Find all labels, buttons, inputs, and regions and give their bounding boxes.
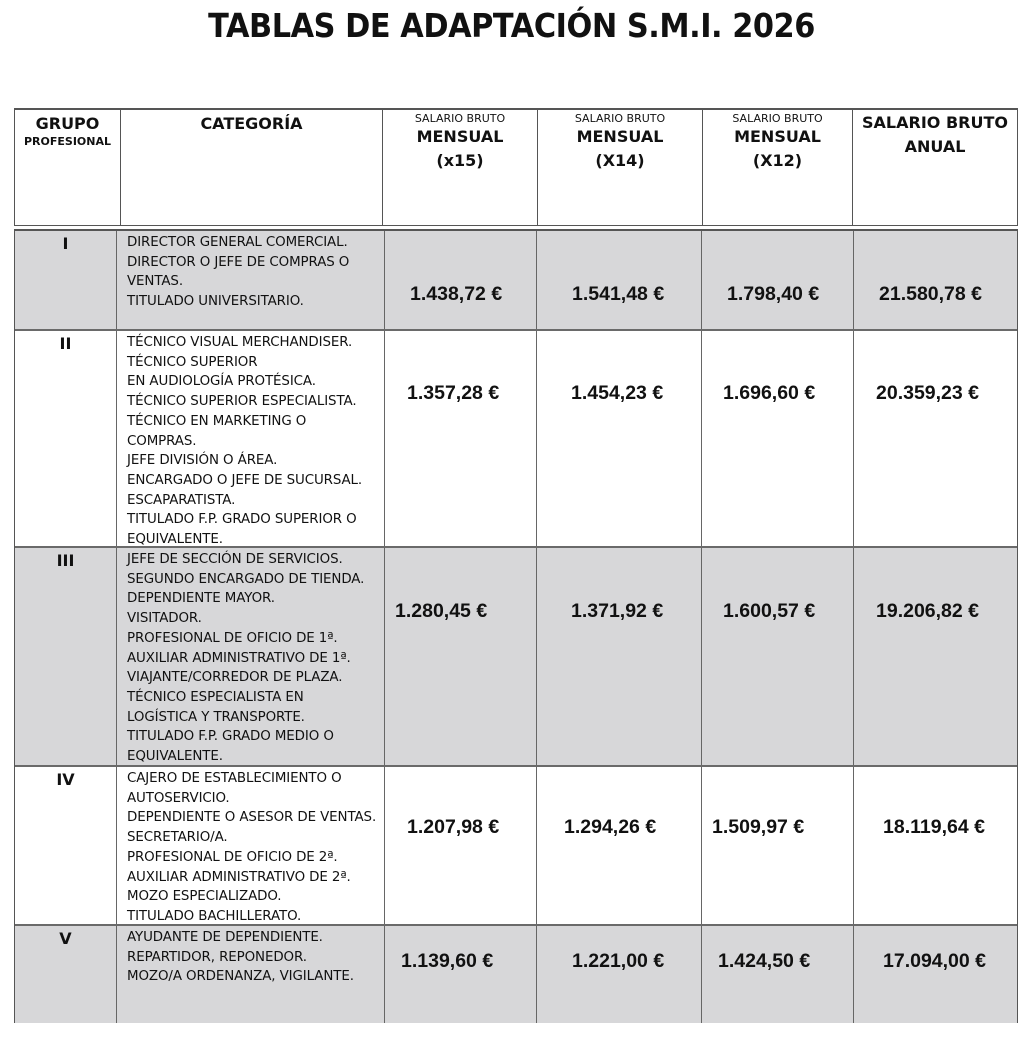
salary-annual: 19.206,82 €	[876, 600, 980, 622]
salary-x14: 1.541,48 €	[572, 283, 665, 305]
table-row	[15, 231, 1017, 331]
group-label: V	[15, 926, 117, 1023]
salary-x14: 1.294,26 €	[564, 816, 657, 838]
category-item: MOZO ESPECIALIZADO.	[127, 889, 282, 905]
category-item: DIRECTOR O JEFE DE COMPRAS O	[127, 254, 350, 270]
cell-x15	[385, 767, 537, 924]
header-x14-top: SALARIO BRUTO	[574, 112, 666, 125]
header-grupo-label: GRUPO	[35, 114, 100, 133]
salary-annual: 17.094,00 €	[883, 950, 987, 972]
header-anual-line2: ANUAL	[904, 137, 966, 156]
cell-x15	[385, 331, 537, 546]
header-x15-top: SALARIO BRUTO	[414, 112, 506, 125]
salary-x15: 1.280,45 €	[395, 600, 488, 622]
salary-x14: 1.454,23 €	[571, 382, 664, 404]
salary-annual: 18.119,64 €	[883, 816, 985, 838]
category-item: TÉCNICO VISUAL MERCHANDISER.	[127, 335, 353, 350]
table-row	[15, 926, 1017, 1023]
category-item: DEPENDIENTE O ASESOR DE VENTAS.	[127, 810, 377, 826]
salary-x14: 1.371,92 €	[571, 600, 664, 622]
category-item: TÉCNICO SUPERIOR ESPECIALISTA.	[127, 394, 357, 410]
header-x12-mid: MENSUAL	[734, 127, 821, 146]
cell-x15	[385, 926, 537, 1023]
header-x12-top: SALARIO BRUTO	[732, 112, 823, 125]
category-item: JEFE DIVISIÓN O ÁREA.	[127, 453, 278, 469]
cell-x12	[702, 548, 854, 765]
category-item: TITULADO F.P. GRADO SUPERIOR O	[127, 512, 357, 528]
category-item: EQUIVALENTE.	[127, 749, 223, 765]
salary-x12: 1.509,97 €	[712, 816, 805, 838]
header-anual	[853, 110, 1017, 225]
table-row	[15, 767, 1017, 926]
category-item: JEFE DE SECCIÓN DE SERVICIOS.	[127, 552, 343, 567]
category-item: DEPENDIENTE MAYOR.	[127, 591, 275, 607]
category-item: SECRETARIO/A.	[127, 830, 228, 846]
category-list	[117, 231, 385, 329]
category-item: VIAJANTE/CORREDOR DE PLAZA.	[127, 670, 343, 686]
category-item: AYUDANTE DE DEPENDIENTE.	[127, 930, 323, 945]
salary-x15: 1.207,98 €	[407, 816, 500, 838]
category-list	[117, 331, 385, 546]
cell-x12	[702, 767, 854, 924]
category-item: LOGÍSTICA Y TRANSPORTE.	[127, 709, 305, 725]
category-list	[117, 926, 385, 1023]
category-item: CAJERO DE ESTABLECIMIENTO O	[127, 771, 342, 786]
category-item: EN AUDIOLOGÍA PROTÉSICA.	[127, 374, 316, 390]
salary-x12: 1.600,57 €	[723, 600, 816, 622]
category-item: ESCAPARATISTA.	[127, 492, 236, 508]
category-item: DIRECTOR GENERAL COMERCIAL.	[127, 235, 348, 250]
group-label: I	[15, 231, 117, 329]
cell-annual	[854, 548, 1017, 765]
group-label: II	[15, 331, 117, 546]
header-categoria-label: CATEGORÍA	[200, 114, 303, 133]
category-list	[117, 548, 385, 765]
category-item: ENCARGADO O JEFE DE SUCURSAL.	[127, 472, 363, 488]
salary-x15: 1.357,28 €	[407, 382, 500, 404]
header-x15-bottom: (x15)	[436, 151, 484, 170]
category-item: AUXILIAR ADMINISTRATIVO DE 1ª.	[127, 650, 351, 666]
salary-x15: 1.139,60 €	[401, 950, 494, 972]
cell-x14	[537, 548, 702, 765]
category-item: PROFESIONAL DE OFICIO DE 2ª.	[127, 849, 338, 865]
cell-x14	[537, 331, 702, 546]
table-row	[15, 548, 1017, 767]
cell-x12	[702, 331, 854, 546]
cell-annual	[854, 767, 1017, 924]
category-item: MOZO/A ORDENANZA, VIGILANTE.	[127, 969, 354, 985]
header-x12-bottom: (X12)	[752, 151, 803, 170]
category-item: VISITADOR.	[127, 611, 202, 627]
group-label: IV	[15, 767, 117, 924]
category-item: REPARTIDOR, REPONEDOR.	[127, 949, 307, 965]
category-item: AUXILIAR ADMINISTRATIVO DE 2ª.	[127, 869, 351, 885]
salary-x14: 1.221,00 €	[572, 950, 665, 972]
cell-annual	[854, 331, 1017, 546]
category-item: TÉCNICO EN MARKETING O	[127, 413, 307, 429]
salary-x12: 1.696,60 €	[723, 382, 816, 404]
salary-annual: 20.359,23 €	[876, 382, 980, 404]
header-x12	[703, 110, 853, 225]
category-item: PROFESIONAL DE OFICIO DE 1ª.	[127, 630, 338, 646]
cell-x14	[537, 926, 702, 1023]
category-item: TÉCNICO SUPERIOR	[127, 354, 258, 370]
salary-annual: 21.580,78 €	[879, 283, 983, 305]
cell-annual	[854, 231, 1017, 329]
header-grupo	[15, 110, 121, 225]
header-anual-line1: SALARIO BRUTO	[862, 113, 1008, 132]
header-x14-bottom: (X14)	[595, 151, 645, 170]
category-item: TITULADO F.P. GRADO MEDIO O	[127, 729, 334, 745]
category-item: TITULADO BACHILLERATO.	[127, 908, 302, 924]
category-item: TITULADO UNIVERSITARIO.	[127, 294, 304, 310]
header-categoria	[121, 110, 383, 225]
group-label: III	[15, 548, 117, 765]
category-item: SEGUNDO ENCARGADO DE TIENDA.	[127, 571, 365, 587]
page-title: TABLAS DE ADAPTACIÓN S.M.I. 2026	[208, 6, 815, 45]
salary-x15: 1.438,72 €	[410, 283, 503, 305]
header-x14	[538, 110, 703, 225]
cell-x12	[702, 926, 854, 1023]
category-list	[117, 767, 385, 924]
cell-x12	[702, 231, 854, 329]
header-x15	[383, 110, 538, 225]
salary-x12: 1.798,40 €	[727, 283, 820, 305]
category-item: COMPRAS.	[127, 433, 197, 449]
cell-x15	[385, 548, 537, 765]
table-row	[15, 331, 1017, 548]
category-item: TÉCNICO ESPECIALISTA EN	[127, 689, 304, 705]
table-header	[14, 108, 1018, 226]
salary-table	[14, 229, 1018, 1023]
salary-x12: 1.424,50 €	[718, 950, 811, 972]
cell-x14	[537, 767, 702, 924]
cell-annual	[854, 926, 1017, 1023]
header-x14-mid: MENSUAL	[576, 127, 664, 146]
header-grupo-sub: PROFESIONAL	[23, 135, 111, 148]
category-item: AUTOSERVICIO.	[127, 790, 230, 806]
header-x15-mid: MENSUAL	[416, 127, 504, 146]
cell-x15	[385, 231, 537, 329]
category-item: EQUIVALENTE.	[127, 532, 223, 548]
category-item: VENTAS.	[127, 274, 183, 290]
cell-x14	[537, 231, 702, 329]
